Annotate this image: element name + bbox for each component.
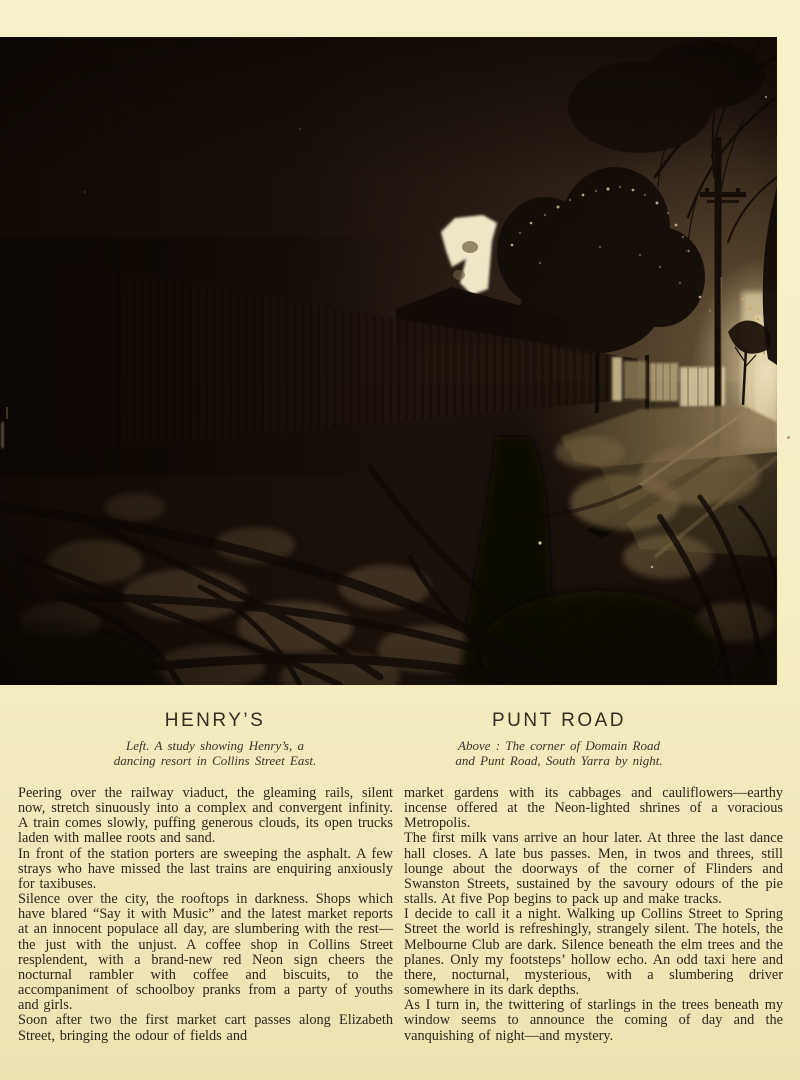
right-caption-line-2: and Punt Road, South Yarra by night. [455, 752, 663, 768]
paragraph: Silence over the city, the rooftops in darkness. Shops which have blared “Say it with Music” and the latest market reports at an innocent populace all day, are slumbering with the rest—the just with the unjust. A coffee shop in Collins Street resplendent, with a brand-new red Neon sign cheers the nocturnal rambler with coffee and biscuits, to the accompaniment of schoolboy pranks from a party of youths and girls. [18, 891, 393, 1014]
right-caption-block [398, 710, 720, 768]
left-caption-line-1: Left. A study showing Henry’s, a [126, 738, 304, 753]
paper-speck [765, 96, 767, 98]
right-text-column [404, 786, 783, 1044]
night-street-photo-art [0, 37, 777, 685]
paragraph: Soon after two the first market cart passes along Elizabeth Street, bringing the odour of fields and [18, 1012, 393, 1044]
left-caption [18, 739, 412, 768]
left-heading: HENRY’S [164, 710, 266, 731]
left-text-column [18, 786, 393, 1044]
paragraph: The first milk vans arrive an hour later. At three the last dance hall closes. A late bus passes. Men, in twos and threes, still lounge about the doorways of the corner of Flinders and Swanston Streets, sustained by the savoury odours of the pie stalls. At five Pop begins to pack up and make tracks. [404, 830, 783, 908]
paragraph: As I turn in, the twittering of starlings in the trees beneath my window seems to announce the coming of day and the vanquishing of night—and mystery. [404, 997, 783, 1044]
paragraph: I decide to call it a night. Walking up Collins Street to Spring Street the world is refreshingly, strangely silent. The hotels, the Melbourne Club are dark. Silence beneath the elm trees and the planes. Only my footsteps’ hollow echo. An odd taxi here and there, nocturnal, mysterious, with a slumbering driver somewhere in its dark depths. [404, 906, 783, 999]
night-street-photograph [0, 37, 777, 685]
paragraph: Peering over the railway viaduct, the gleaming rails, silent now, stretch sinuously into a complex and convergent infinity. A train comes slowly, puffing generous clouds, its open trucks laden with mallee roots and sand. [18, 785, 393, 847]
left-caption-line-2: dancing resort in Collins Street East. [113, 752, 317, 768]
right-caption [398, 739, 720, 768]
paper-speck [787, 436, 790, 439]
paragraph: In front of the station porters are sweeping the asphalt. A few strays who have missed the last trains are enquiring anxiously for taxibuses. [18, 845, 393, 892]
right-heading: PUNT ROAD [491, 710, 627, 731]
left-shade [0, 37, 360, 685]
right-caption-line-1: Above : The corner of Domain Road [458, 738, 660, 753]
left-caption-block [18, 710, 412, 768]
paragraph: market gardens with its cabbages and cauliflowers—earthy incense offered at the Neon-lighted shrines of a voracious Metropolis. [404, 785, 783, 832]
